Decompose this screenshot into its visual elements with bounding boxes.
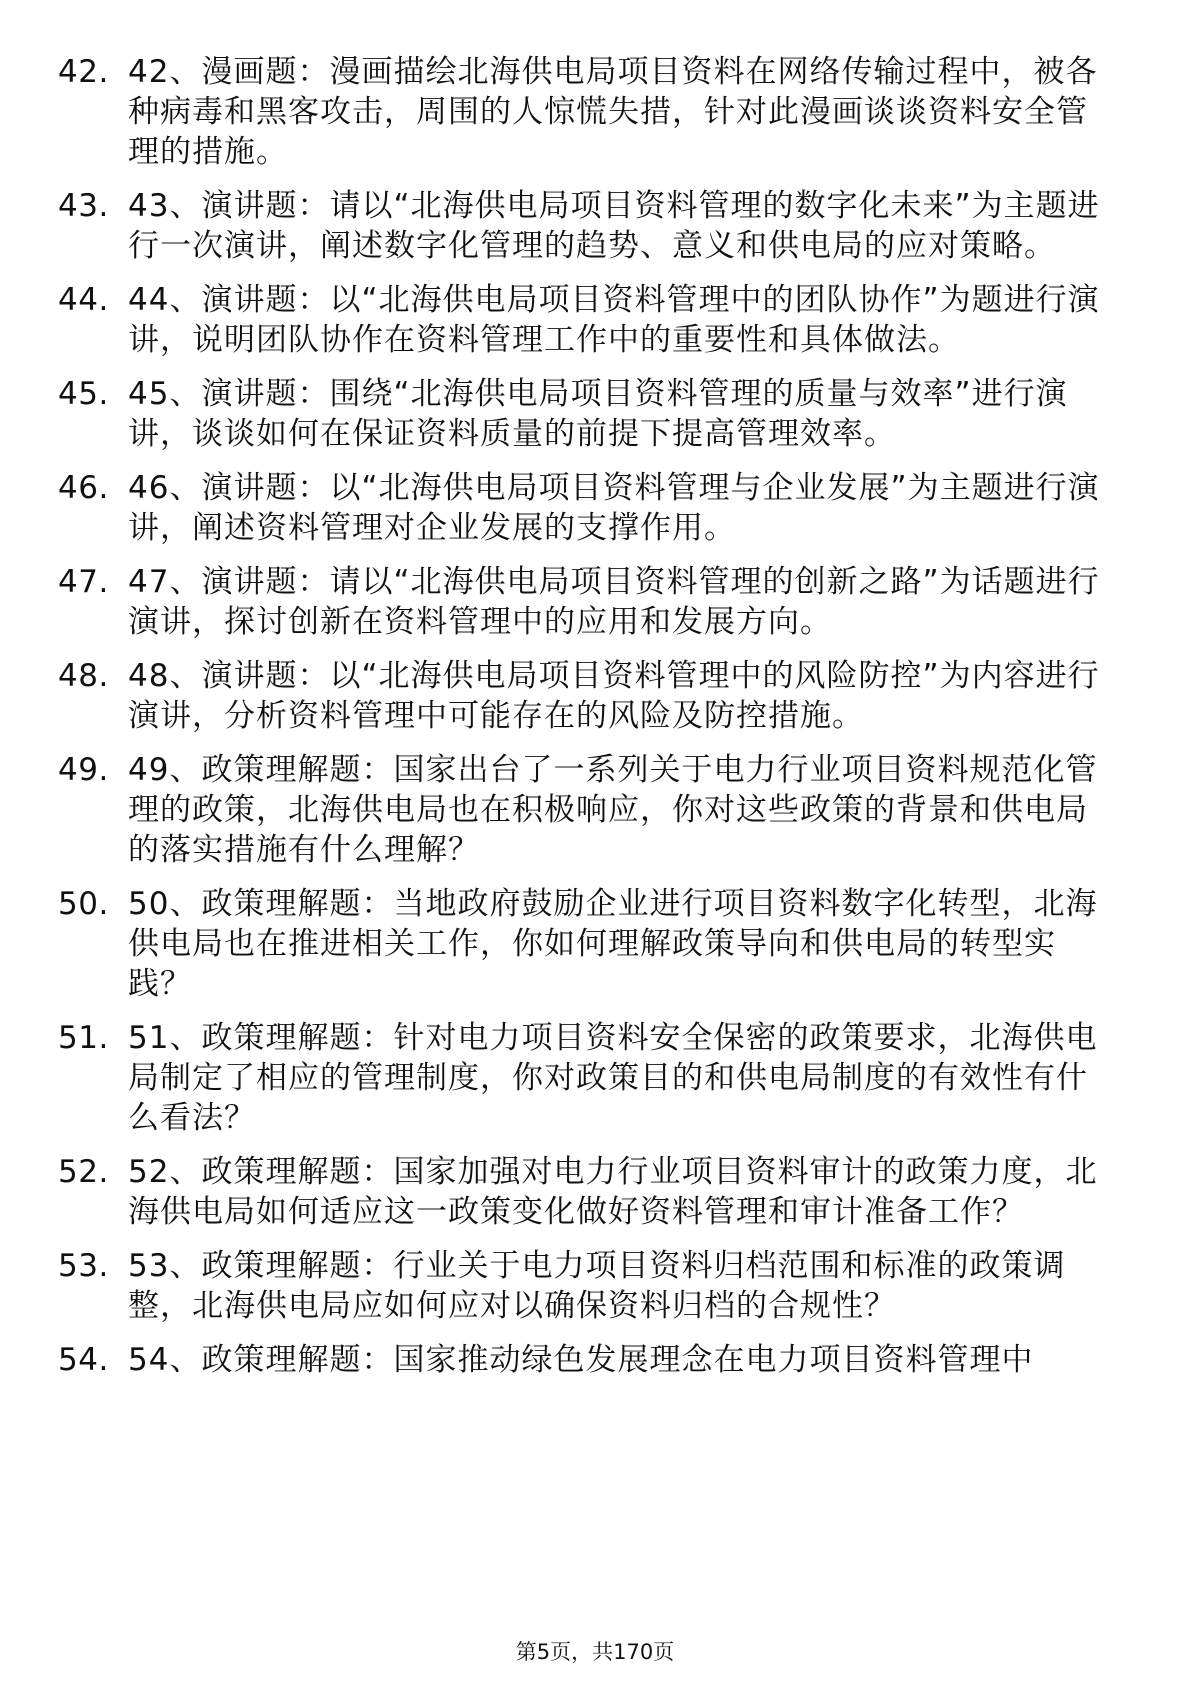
item-text: 50、政策理解题：当地政府鼓励企业进行项目资料数字化转型，北海供电局也在推进相关工作，你如何理解政策导向和供电局的转型实践？ (128, 886, 1098, 1002)
list-item (58, 1152, 1118, 1232)
list-item (58, 656, 1118, 736)
list-item (58, 280, 1118, 360)
list-item (58, 52, 1118, 172)
item-number: 51. (58, 1020, 109, 1056)
item-number: 42. (58, 54, 109, 90)
item-text: 52、政策理解题：国家加强对电力行业项目资料审计的政策力度，北海供电局如何适应这一政策变化做好资料管理和审计准备工作？ (128, 1154, 1098, 1230)
item-number: 43. (58, 188, 109, 224)
list-item (58, 884, 1118, 1004)
list-item (58, 186, 1118, 266)
item-text: 47、演讲题：请以“北海供电局项目资料管理的创新之路”为话题进行演讲，探讨创新在资料管理中的应用和发展方向。 (128, 564, 1100, 640)
item-number: 49. (58, 752, 109, 788)
item-text: 54、政策理解题：国家推动绿色发展理念在电力项目资料管理中 (128, 1342, 1034, 1378)
item-text: 48、演讲题：以“北海供电局项目资料管理中的风险防控”为内容进行演讲，分析资料管理中可能存在的风险及防控措施。 (128, 658, 1100, 734)
item-text: 45、演讲题：围绕“北海供电局项目资料管理的质量与效率”进行演讲，谈谈如何在保证资料质量的前提下提高管理效率。 (128, 376, 1068, 452)
item-number: 47. (58, 564, 109, 600)
item-number: 48. (58, 658, 109, 694)
item-text: 51、政策理解题：针对电力项目资料安全保密的政策要求，北海供电局制定了相应的管理制度，你对政策目的和供电局制度的有效性有什么看法？ (128, 1020, 1098, 1136)
item-number: 45. (58, 376, 109, 412)
item-text: 46、演讲题：以“北海供电局项目资料管理与企业发展”为主题进行演讲，阐述资料管理对企业发展的支撑作用。 (128, 470, 1100, 546)
item-text: 42、漫画题：漫画描绘北海供电局项目资料在网络传输过程中，被各种病毒和黑客攻击，周围的人惊慌失措，针对此漫画谈谈资料安全管理的措施。 (128, 54, 1098, 170)
list-item (58, 750, 1118, 870)
item-number: 54. (58, 1342, 109, 1378)
item-text: 49、政策理解题：国家出台了一系列关于电力行业项目资料规范化管理的政策，北海供电局也在积极响应，你对这些政策的背景和供电局的落实措施有什么理解？ (128, 752, 1098, 868)
list-item (58, 1018, 1118, 1138)
question-list (58, 52, 1118, 1394)
list-item (58, 1246, 1118, 1326)
page-number: 第5页，共170页 (515, 1640, 675, 1664)
list-item (58, 562, 1118, 642)
item-text: 53、政策理解题：行业关于电力项目资料归档范围和标准的政策调整，北海供电局应如何应对以确保资料归档的合规性？ (128, 1248, 1066, 1324)
item-number: 46. (58, 470, 109, 506)
page-footer (0, 1636, 1190, 1666)
item-text: 43、演讲题：请以“北海供电局项目资料管理的数字化未来”为主题进行一次演讲，阐述数字化管理的趋势、意义和供电局的应对策略。 (128, 188, 1100, 264)
list-item (58, 374, 1118, 454)
item-number: 50. (58, 886, 109, 922)
item-number: 53. (58, 1248, 109, 1284)
list-item (58, 468, 1118, 548)
list-item (58, 1340, 1118, 1380)
item-text: 44、演讲题：以“北海供电局项目资料管理中的团队协作”为题进行演讲，说明团队协作在资料管理工作中的重要性和具体做法。 (128, 282, 1100, 358)
item-number: 52. (58, 1154, 109, 1190)
item-number: 44. (58, 282, 109, 318)
